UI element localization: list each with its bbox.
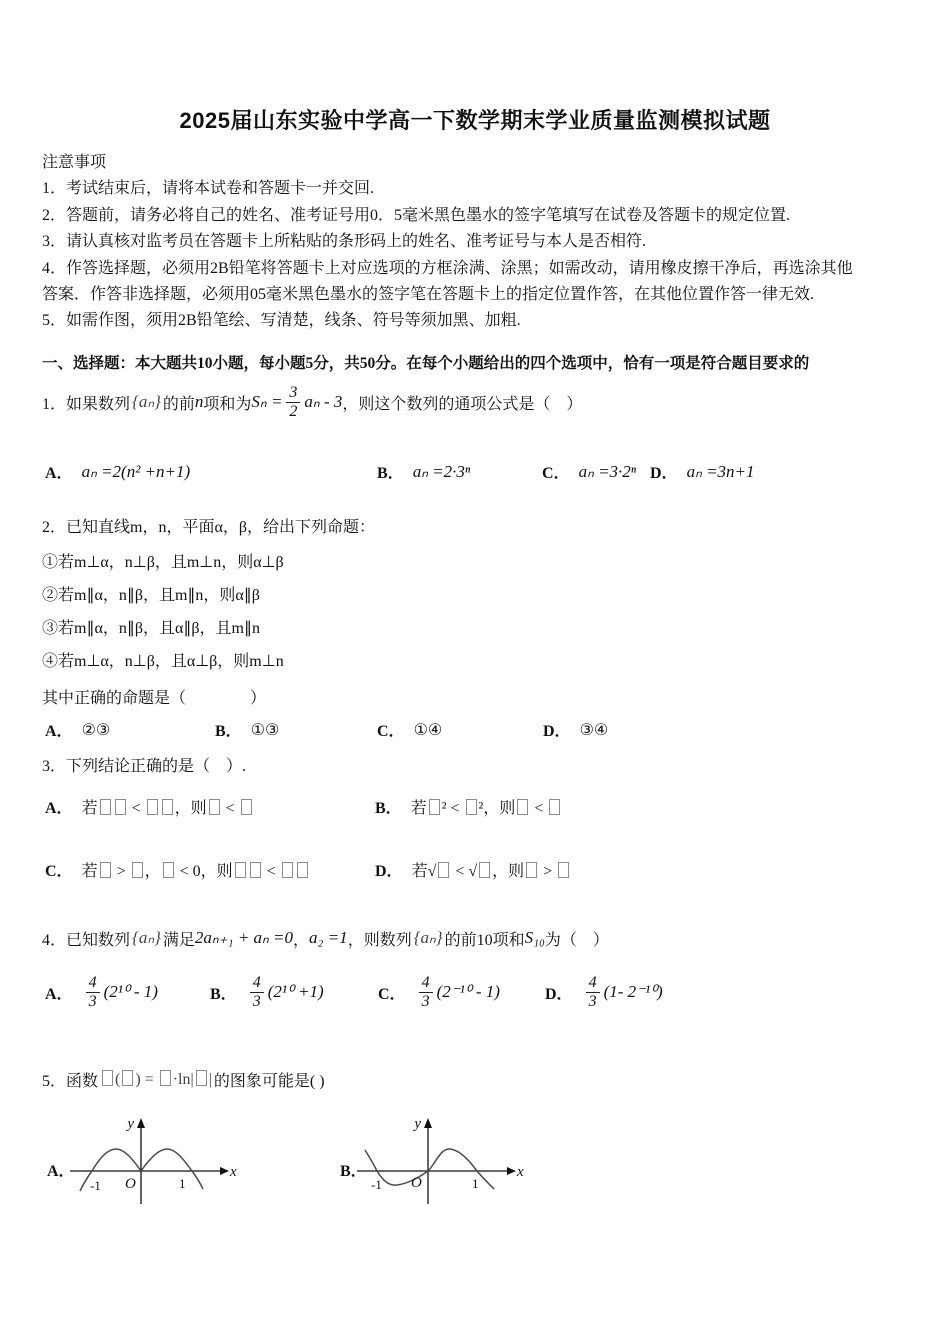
option-label: C．: [378, 985, 406, 1003]
option-formula: aₙ =3n+1: [686, 461, 755, 481]
q4-text: 满足: [162, 931, 195, 949]
option-formula: aₙ =2·3ⁿ: [412, 461, 471, 481]
q4-text: ，则数列: [347, 931, 412, 949]
q1-formula-rhs: aₙ - 3: [304, 392, 343, 411]
q1-text: 1．如果数列: [42, 395, 131, 413]
option-label: D．: [543, 723, 571, 740]
option-label: A．: [45, 800, 73, 817]
q4-initial-value: a₂ =1: [309, 928, 348, 947]
question-3-option-d: [375, 858, 571, 881]
question-2-option-d: [543, 718, 608, 741]
notice-line-2: 2．答题前，请务必将自己的姓名、准考证号用0．5毫米黑色墨水的签字笔填写在试卷及答题卡的规定位置.: [42, 206, 791, 224]
q4-text: 的前10项和: [444, 931, 525, 949]
question-3-option-a: [45, 795, 254, 818]
option-formula: 若 ² < ²，则 <: [411, 795, 563, 818]
question-4-option-d: [545, 968, 663, 1016]
origin-label: O: [411, 1175, 422, 1191]
q1-text: 项和为: [203, 395, 252, 413]
q1-formula-lhs: Sₙ =: [251, 392, 283, 411]
option-formula: (1- 2⁻¹⁰): [603, 982, 663, 1001]
graph-b: [349, 1112, 534, 1212]
section-heading: 一、选择题：本大题共10小题，每小题5分，共50分。在每个小题给出的四个选项中，恰有一项是符合题目要求的: [42, 355, 810, 372]
option-label: D．: [375, 863, 403, 880]
fraction-numerator: 3: [286, 384, 300, 403]
fraction-denominator: 3: [252, 992, 261, 1010]
option-text: ②③: [81, 721, 111, 739]
graph-a-label: A．: [47, 1163, 75, 1180]
option-fraction: [586, 974, 600, 1010]
question-4-option-c: [378, 968, 500, 1016]
question-1-option-c: [542, 460, 636, 483]
q4-sum-symbol: S₁₀: [524, 928, 545, 947]
notice-line-4b: 答案．作答非选择题，必须用05毫米黑色墨水的签字笔在答题卡上的指定位置作答，在其他位置作答一律无效.: [42, 286, 815, 304]
q2-proposition-3: ③若m∥α，n∥β，且α∥β，且m∥n: [42, 620, 260, 637]
question-3-option-c: [45, 858, 310, 881]
option-label: B．: [375, 800, 402, 817]
option-fraction: [250, 974, 264, 1010]
q4-text: 4．已知数列: [42, 931, 131, 949]
x-axis-label: x: [517, 1164, 524, 1180]
fraction-denominator: 3: [88, 992, 97, 1010]
option-label: A．: [45, 985, 73, 1003]
q1-sequence-symbol: {aₙ}: [132, 392, 161, 411]
option-label: B．: [210, 985, 237, 1003]
fraction-numerator: 4: [586, 974, 600, 993]
q1-var-n: n: [194, 392, 204, 411]
question-4-option-a: [45, 968, 158, 1016]
notice-line-4a: 4．作答选择题，必须用2B铅笔将答题卡上对应选项的方框涂满、涂黑；如需改动，请用橡皮擦干净后，再选涂其他: [42, 259, 853, 277]
q2-proposition-4: ④若m⊥α，n⊥β，且α⊥β，则m⊥n: [42, 653, 284, 670]
question-2-option-c: [377, 718, 442, 741]
option-label: D．: [650, 465, 678, 482]
fraction-denominator: 3: [421, 992, 430, 1010]
option-formula: (2¹⁰ - 1): [103, 982, 158, 1001]
option-formula: 若 < ，则 <: [82, 795, 254, 818]
q5-text: 的图象可能是( ): [213, 1072, 325, 1090]
option-label: C．: [377, 723, 405, 740]
y-axis-label: y: [127, 1116, 134, 1132]
question-2-stem: 2．已知直线m，n，平面α，β，给出下列命题：: [42, 519, 375, 536]
fraction-numerator: 4: [86, 974, 100, 993]
option-formula: 若√ < √ ，则 >: [412, 858, 572, 881]
y-axis-arrow: [424, 1118, 432, 1128]
option-label: B．: [215, 723, 242, 740]
question-5-stem: [42, 1062, 325, 1096]
q2-proposition-1: ①若m⊥α，n⊥β，且m⊥n，则α⊥β: [42, 554, 284, 571]
option-label: C．: [542, 465, 570, 482]
q5-function-formula: ( ) = ·ln| |: [100, 1070, 212, 1089]
question-4-stem: [42, 918, 609, 958]
tick-minus-1: -1: [371, 1177, 382, 1192]
x-axis-label: x: [230, 1164, 237, 1180]
q4-comma: ，: [293, 931, 310, 949]
notice-line-5: 5．如需作图，须用2B铅笔绘、写清楚，线条、符号等须加黑、加粗.: [42, 312, 521, 330]
question-1-option-a: [45, 460, 190, 483]
notice-line-3: 3．请认真核对监考员在答题卡上所粘贴的条形码上的姓名、准考证号与本人是否相符.: [42, 233, 647, 251]
origin-label: O: [125, 1176, 136, 1192]
option-label: C．: [45, 863, 73, 880]
x-axis-arrow: [220, 1167, 229, 1175]
q1-text: ，则这个数列的通项公式是（ ）: [342, 395, 583, 413]
question-2-option-a: [45, 718, 110, 741]
q2-ask: 其中正确的命题是（ ）: [42, 690, 267, 707]
notice-line-1: 1．考试结束后，请将本试卷和答题卡一并交回.: [42, 180, 375, 198]
tick-minus-1: -1: [90, 1178, 101, 1193]
option-text: ①④: [413, 721, 443, 739]
option-label: A．: [45, 465, 73, 482]
option-formula: aₙ =2(n² +n+1): [81, 461, 191, 481]
question-2-option-b: [215, 718, 279, 741]
q5-text: 5．函数: [42, 1072, 99, 1090]
option-formula: (2¹⁰ +1): [267, 982, 324, 1001]
question-3-stem: 3．下列结论正确的是（ ）.: [42, 758, 247, 775]
option-label: D．: [545, 985, 573, 1003]
option-fraction: [419, 974, 433, 1010]
option-formula: 若 > ， < 0，则 <: [82, 858, 310, 881]
option-formula: (2⁻¹⁰ - 1): [436, 982, 500, 1001]
fraction-numerator: 4: [419, 974, 433, 993]
page-title: 2025届山东实验中学高一下数学期末学业质量监测模拟试题: [179, 108, 771, 133]
option-fraction: [86, 974, 100, 1010]
graph-b-label: B．: [340, 1163, 367, 1180]
question-3-option-b: [375, 795, 562, 818]
question-4-option-b: [210, 968, 324, 1016]
notice-section: [42, 150, 922, 335]
tick-plus-1: 1: [472, 1176, 479, 1191]
q4-sequence-symbol: {aₙ}: [132, 928, 161, 947]
question-1-option-b: [377, 460, 470, 483]
question-1-stem: [42, 378, 582, 426]
fraction-denominator: 2: [289, 402, 298, 420]
option-label: B．: [377, 465, 404, 482]
q4-recurrence-formula: 2aₙ₊₁ + aₙ =0: [194, 928, 294, 947]
q1-text: 的前: [162, 395, 195, 413]
option-formula: aₙ =3·2ⁿ: [578, 461, 637, 481]
fraction-numerator: 4: [250, 974, 264, 993]
option-text: ①③: [250, 721, 280, 739]
q4-sequence-symbol: {aₙ}: [413, 928, 443, 947]
notice-heading: 注意事项: [42, 154, 107, 171]
q4-text: 为（ ）: [544, 931, 609, 949]
fraction-denominator: 3: [588, 992, 597, 1010]
q2-proposition-2: ②若m∥α，n∥β，且m∥n，则α∥β: [42, 587, 260, 604]
q1-fraction: [286, 384, 300, 420]
option-label: A．: [45, 723, 73, 740]
y-axis-arrow: [137, 1118, 145, 1128]
x-axis-arrow: [507, 1167, 516, 1175]
graph-a: [62, 1112, 247, 1212]
tick-plus-1: 1: [179, 1176, 186, 1191]
y-axis-label: y: [414, 1116, 421, 1132]
question-1-option-d: [650, 460, 755, 483]
option-text: ③④: [579, 721, 609, 739]
